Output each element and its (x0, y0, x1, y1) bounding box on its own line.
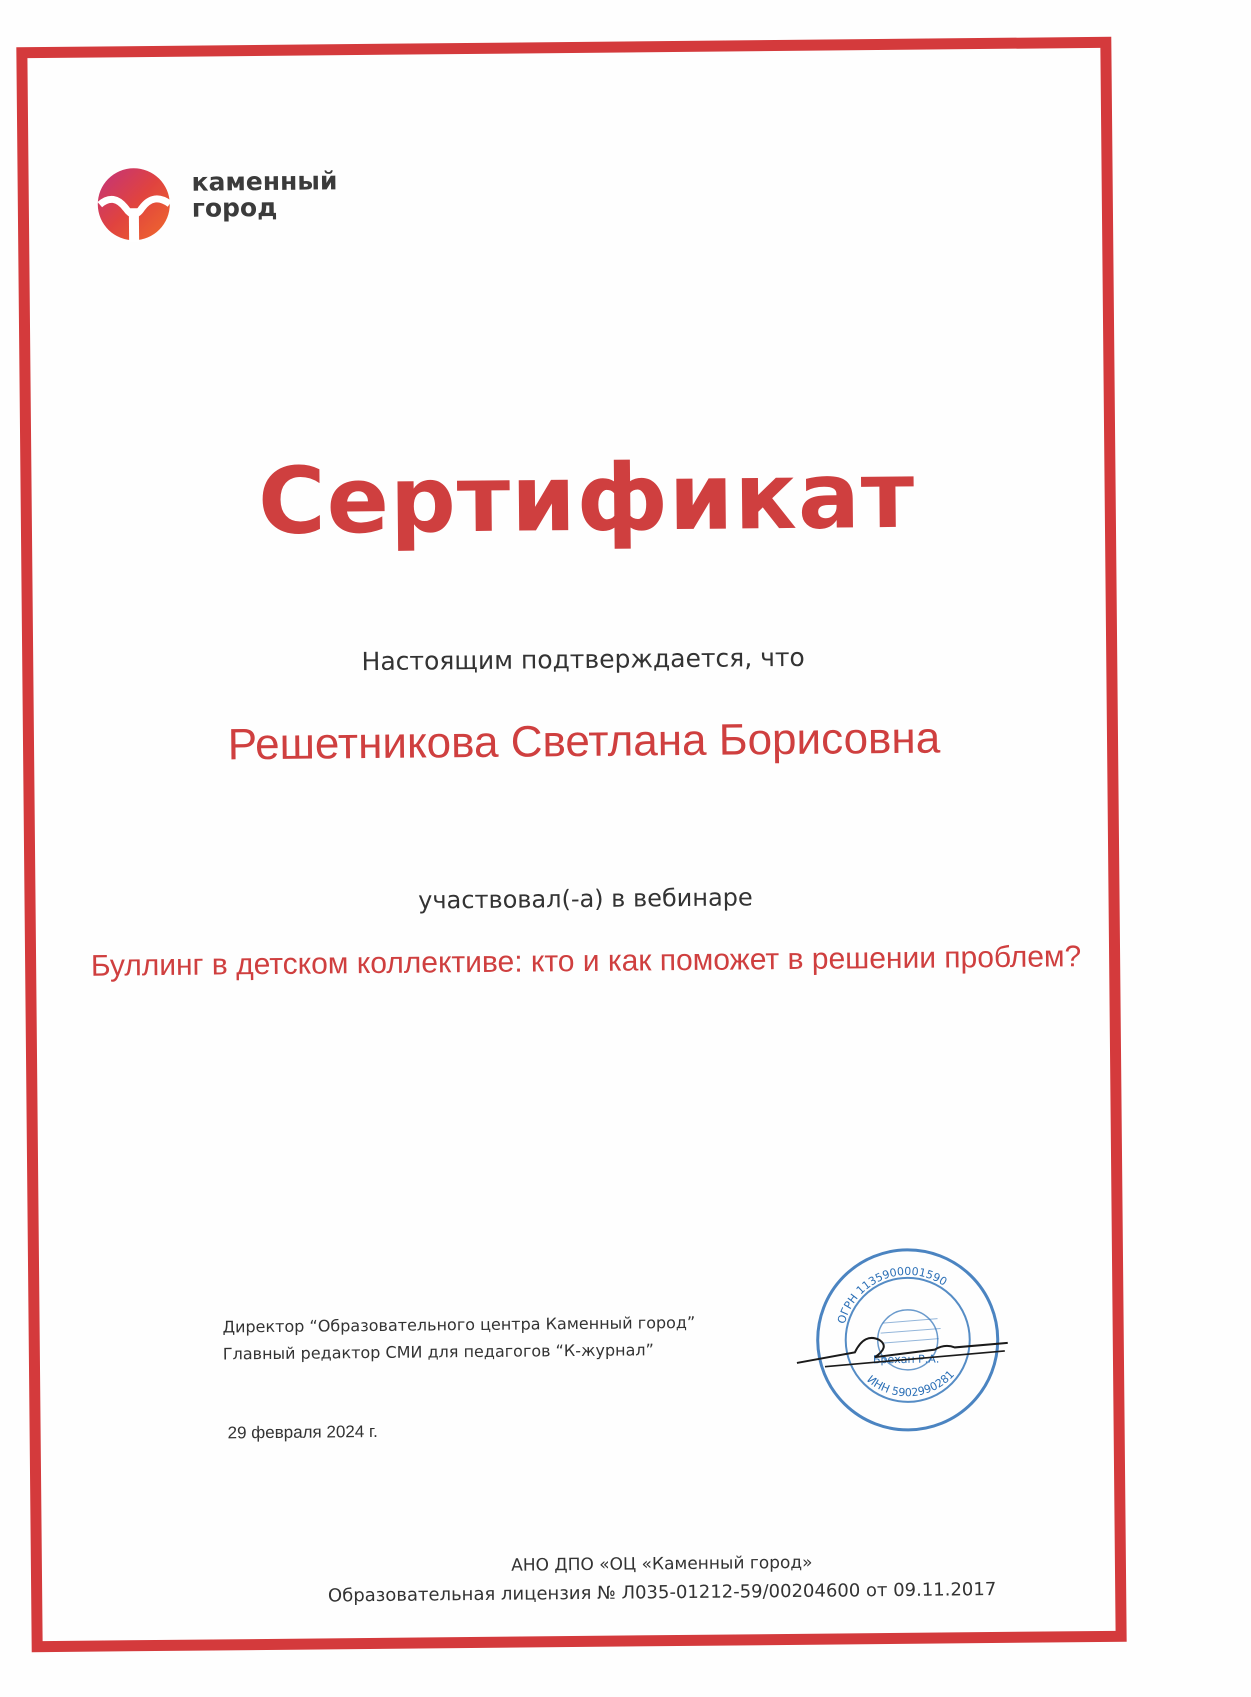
signatory-block (222, 1309, 695, 1368)
issue-date: 29 февраля 2024 г. (227, 1421, 378, 1443)
stamp-ogrn: ОГРН 1135900001590 (834, 1264, 950, 1326)
recipient-name: Решетникова Светлана Борисовна (227, 713, 941, 770)
logo-line-2: город (191, 192, 278, 223)
stamp-inn: ИНН 5902990281 (864, 1367, 957, 1400)
confirm-text: Настоящим подтверждается, что (361, 642, 805, 677)
signatory-line-2: Главный редактор СМИ для педагогов “К-журнал” (222, 1340, 654, 1364)
footer-license: Образовательная лицензия № Л035-01212-59/00204600 от 09.11.2017 (327, 1579, 997, 1607)
participated-text: участвовал(-а) в вебинаре (418, 883, 753, 915)
logo-line-1: каменный (191, 166, 338, 197)
kamenny-gorod-logo-icon (93, 164, 178, 245)
certificate-title: Сертификат (257, 441, 916, 556)
footer-org: АНО ДПО «ОЦ «Каменный город» (511, 1552, 813, 1576)
logo (93, 162, 394, 245)
webinar-title: Буллинг в детском коллективе: кто и как поможет в решении проблем? (90, 940, 1082, 983)
logo-text (191, 168, 337, 221)
signatory-line-1: Директор “Образовательного центра Каменный город” (222, 1312, 696, 1337)
stamp-signature-name: Брехан Р.А. (872, 1352, 940, 1367)
handwritten-signature (795, 1321, 1010, 1373)
